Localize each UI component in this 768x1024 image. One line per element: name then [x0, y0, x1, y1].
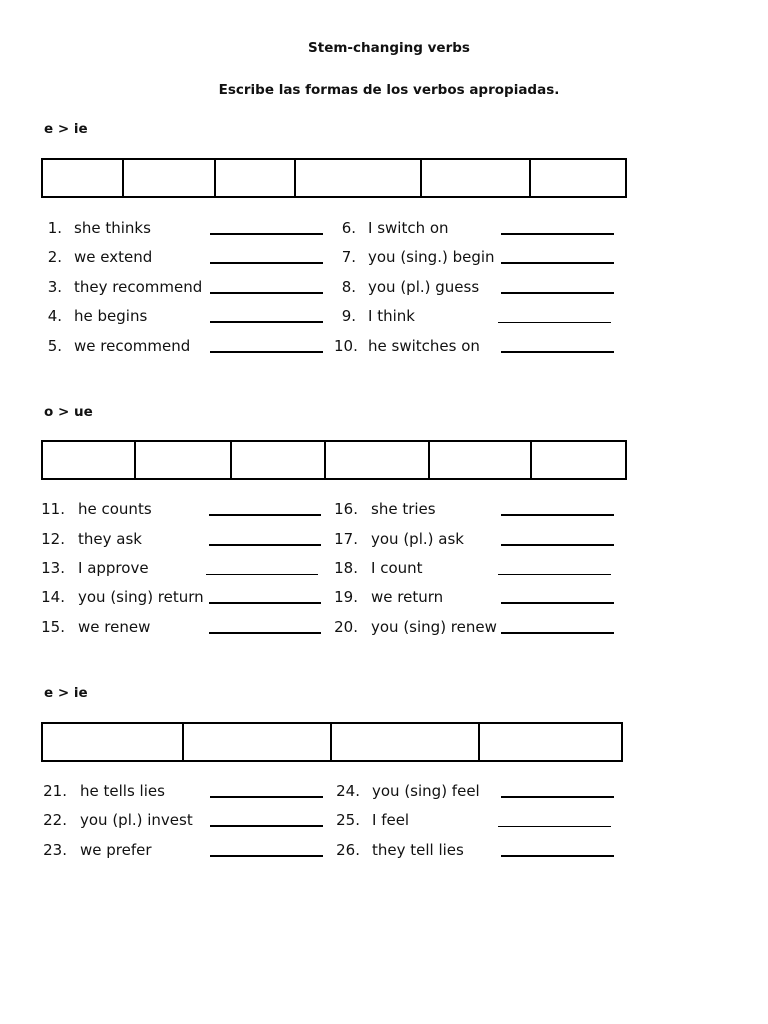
exercise-item — [40, 839, 323, 859]
exercise-number: 18. — [334, 559, 358, 577]
exercise-number: 2. — [47, 248, 62, 266]
answer-blank[interactable] — [209, 514, 321, 516]
exercise-number: 9. — [341, 307, 356, 325]
table-cell[interactable] — [42, 723, 183, 761]
answer-blank[interactable] — [501, 292, 614, 294]
exercise-prompt: you (pl.) ask — [371, 530, 464, 548]
exercise-prompt: she tries — [371, 500, 436, 518]
worksheet-title: Stem-changing verbs — [308, 40, 470, 56]
answer-blank[interactable] — [498, 322, 611, 323]
exercise-prompt: I feel — [372, 811, 410, 829]
answer-blank[interactable] — [210, 855, 323, 857]
exercise-number: 10. — [334, 337, 358, 355]
exercise-number: 11. — [41, 500, 65, 518]
exercise-item — [40, 246, 323, 266]
answer-blank[interactable] — [501, 514, 614, 516]
exercise-prompt: we recommend — [74, 337, 191, 355]
exercise-item — [40, 616, 321, 636]
exercise-prompt: they recommend — [74, 278, 203, 296]
exercise-item — [40, 217, 323, 237]
exercise-item — [40, 335, 323, 355]
exercise-prompt: he switches on — [368, 337, 480, 355]
table-cell[interactable] — [531, 441, 626, 479]
answer-blank[interactable] — [210, 796, 323, 798]
conjugation-table — [41, 440, 627, 480]
table-cell[interactable] — [215, 159, 295, 197]
table-cell[interactable] — [183, 723, 331, 761]
table-cell[interactable] — [295, 159, 421, 197]
exercise-number: 21. — [43, 782, 67, 800]
answer-blank[interactable] — [501, 632, 614, 634]
exercise-item — [40, 276, 323, 296]
exercise-prompt: we renew — [78, 618, 151, 636]
exercise-number: 22. — [43, 811, 67, 829]
table-cell[interactable] — [42, 441, 135, 479]
exercise-prompt: I switch on — [368, 219, 449, 237]
answer-blank[interactable] — [501, 351, 614, 353]
answer-blank[interactable] — [501, 233, 614, 235]
answer-blank[interactable] — [209, 632, 321, 634]
answer-blank[interactable] — [501, 855, 614, 857]
answer-blank[interactable] — [210, 351, 323, 353]
exercise-item — [40, 780, 323, 800]
section-heading: e > ie — [44, 121, 88, 137]
exercise-number: 8. — [341, 278, 356, 296]
exercise-prompt: I think — [368, 307, 415, 325]
section-heading: o > ue — [44, 404, 93, 420]
table-cell[interactable] — [42, 159, 123, 197]
exercise-number: 13. — [41, 559, 65, 577]
exercise-number: 4. — [47, 307, 62, 325]
table-cell[interactable] — [123, 159, 215, 197]
exercise-prompt: he tells lies — [80, 782, 165, 800]
exercise-number: 14. — [41, 588, 65, 606]
answer-blank[interactable] — [501, 262, 614, 264]
exercise-item — [40, 528, 321, 548]
worksheet-instructions: Escribe las formas de los verbos apropiadas. — [218, 82, 560, 98]
exercise-item — [334, 839, 614, 859]
table-cell[interactable] — [331, 723, 479, 761]
exercise-item — [334, 586, 614, 606]
answer-blank[interactable] — [209, 544, 321, 546]
answer-blank[interactable] — [498, 826, 611, 827]
exercise-item — [334, 557, 611, 577]
exercise-number: 19. — [334, 588, 358, 606]
exercise-prompt: you (pl.) guess — [368, 278, 480, 296]
exercise-prompt: I count — [371, 559, 423, 577]
exercise-number: 7. — [341, 248, 356, 266]
answer-blank[interactable] — [501, 602, 614, 604]
answer-blank[interactable] — [210, 825, 323, 827]
answer-blank[interactable] — [206, 574, 318, 575]
exercise-item — [334, 276, 614, 296]
answer-blank[interactable] — [210, 321, 323, 323]
exercise-item — [334, 335, 614, 355]
table-cell[interactable] — [421, 159, 530, 197]
exercise-prompt: he begins — [74, 307, 148, 325]
table-cell[interactable] — [429, 441, 531, 479]
exercise-prompt: she thinks — [74, 219, 151, 237]
exercise-prompt: they tell lies — [372, 841, 464, 859]
exercise-prompt: I approve — [78, 559, 149, 577]
exercise-number: 16. — [334, 500, 358, 518]
exercise-number: 5. — [47, 337, 62, 355]
table-cell[interactable] — [530, 159, 626, 197]
answer-blank[interactable] — [501, 544, 614, 546]
exercise-prompt: we return — [371, 588, 444, 606]
exercise-number: 20. — [334, 618, 358, 636]
table-cell[interactable] — [231, 441, 325, 479]
exercise-item — [334, 498, 614, 518]
exercise-number: 17. — [334, 530, 358, 548]
answer-blank[interactable] — [210, 233, 323, 235]
conjugation-table — [41, 158, 627, 198]
exercise-prompt: you (pl.) invest — [80, 811, 193, 829]
exercise-item — [334, 616, 614, 636]
exercise-item — [40, 498, 321, 518]
answer-blank[interactable] — [209, 602, 321, 604]
exercise-prompt: you (sing) feel — [372, 782, 480, 800]
answer-blank[interactable] — [210, 292, 323, 294]
exercise-item — [40, 557, 318, 577]
exercise-number: 25. — [336, 811, 360, 829]
exercise-number: 15. — [41, 618, 65, 636]
exercise-item — [40, 586, 321, 606]
exercise-number: 24. — [336, 782, 360, 800]
exercise-prompt: you (sing) return — [78, 588, 204, 606]
exercise-item — [334, 809, 611, 829]
conjugation-table — [41, 722, 623, 762]
exercise-number: 3. — [47, 278, 62, 296]
exercise-item — [334, 528, 614, 548]
exercise-item — [334, 305, 611, 325]
exercise-number: 1. — [47, 219, 62, 237]
exercise-number: 23. — [43, 841, 67, 859]
exercise-number: 26. — [336, 841, 360, 859]
table-cell[interactable] — [325, 441, 429, 479]
answer-blank[interactable] — [498, 574, 611, 575]
exercise-prompt: you (sing.) begin — [368, 248, 495, 266]
exercise-item — [334, 780, 614, 800]
answer-blank[interactable] — [210, 262, 323, 264]
exercise-item — [334, 246, 614, 266]
section-heading: e > ie — [44, 685, 88, 701]
exercise-item — [40, 305, 323, 325]
table-cell[interactable] — [135, 441, 231, 479]
exercise-item — [334, 217, 614, 237]
exercise-item — [40, 809, 323, 829]
exercise-prompt: we extend — [74, 248, 153, 266]
answer-blank[interactable] — [501, 796, 614, 798]
exercise-prompt: you (sing) renew — [371, 618, 497, 636]
exercise-number: 12. — [41, 530, 65, 548]
exercise-number: 6. — [341, 219, 356, 237]
exercise-prompt: they ask — [78, 530, 142, 548]
exercise-prompt: he counts — [78, 500, 152, 518]
exercise-prompt: we prefer — [80, 841, 152, 859]
table-cell[interactable] — [479, 723, 622, 761]
